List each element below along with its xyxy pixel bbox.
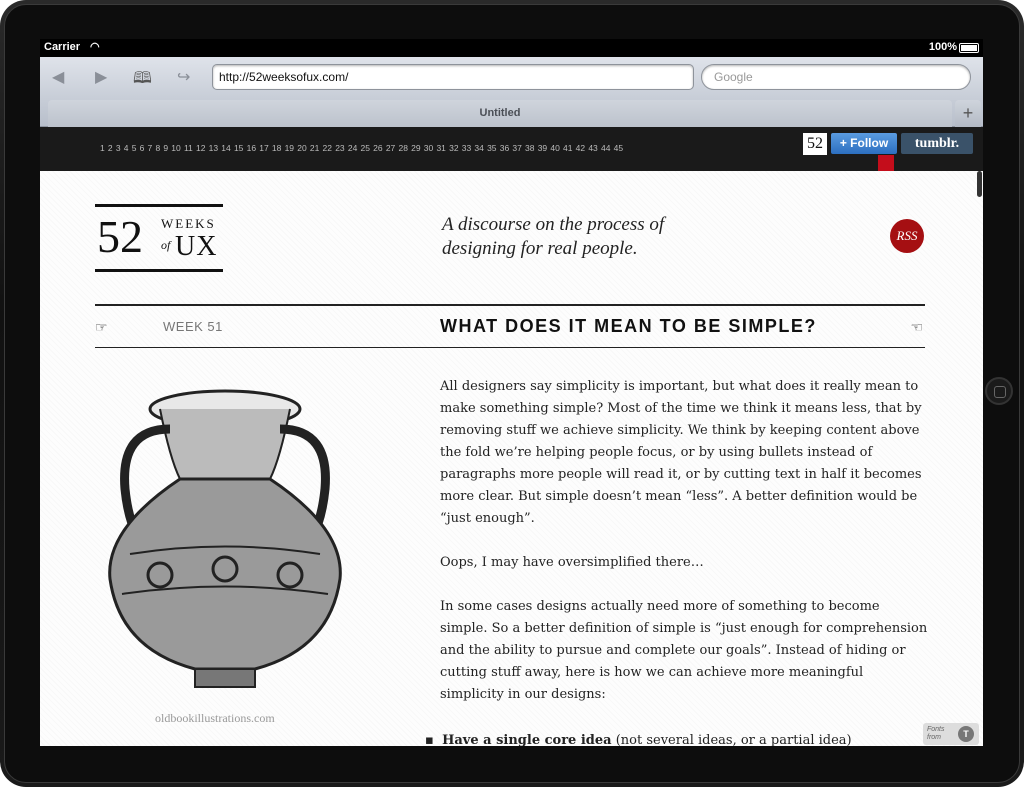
week-link[interactable]: 37 [512, 143, 522, 153]
status-bar [40, 39, 983, 57]
new-tab-button[interactable]: + [955, 100, 981, 127]
week-link[interactable]: 11 [183, 143, 193, 153]
wifi-icon: ◠ [90, 41, 100, 53]
site-logo[interactable] [95, 204, 223, 272]
battery-icon [959, 43, 979, 53]
week-link[interactable]: 41 [563, 143, 573, 153]
site-mini-logo[interactable]: 52 [803, 133, 827, 155]
week-link[interactable]: 26 [373, 143, 383, 153]
forward-icon[interactable]: ▶ [95, 69, 108, 86]
back-icon[interactable]: ◀ [52, 69, 65, 86]
post-title[interactable]: WHAT DOES IT MEAN TO BE SIMPLE? [440, 316, 817, 336]
paragraph: Oops, I may have oversimplified there… [440, 555, 704, 570]
post-body [440, 376, 930, 728]
week-link[interactable]: 3 [115, 143, 121, 153]
red-marker [878, 155, 894, 171]
url-input[interactable]: http://52weeksofux.com/ [212, 64, 694, 90]
week-link[interactable]: 39 [537, 143, 548, 153]
week-link[interactable]: 8 [155, 143, 161, 153]
week-link[interactable]: 19 [284, 143, 295, 153]
carrier-label: Carrier [44, 41, 81, 53]
week-link[interactable]: 27 [385, 143, 396, 153]
battery-percent: 100% [928, 41, 957, 53]
tagline-line1: A discourse on the process of [442, 214, 665, 235]
bookmarks-icon[interactable]: 🕮 [133, 70, 152, 87]
week-link[interactable]: 35 [487, 143, 497, 153]
logo-weeks: WEEKS [161, 216, 216, 231]
week-link[interactable]: 5 [131, 143, 137, 153]
logo-of: of [161, 238, 171, 252]
image-credit[interactable]: oldbookillustrations.com [155, 711, 275, 725]
week-link[interactable]: 2 [107, 143, 113, 153]
week-link[interactable]: 24 [347, 143, 358, 153]
typekit-icon: T [958, 726, 974, 742]
week-link[interactable]: 42 [575, 143, 586, 153]
week-link[interactable]: 31 [436, 143, 446, 153]
list-item: ▪ Have a single core idea (not several ideas, or a partial idea) [425, 733, 852, 746]
home-button[interactable] [985, 377, 1013, 405]
week-links [100, 143, 626, 153]
week-link[interactable]: 33 [461, 143, 472, 153]
tagline [442, 213, 762, 261]
week-link[interactable]: 45 [613, 143, 624, 153]
week-link[interactable]: 38 [525, 143, 535, 153]
logo-ux: UX [175, 231, 218, 262]
week-link[interactable]: 6 [139, 143, 145, 153]
vase-illustration [100, 379, 350, 695]
tab-untitled[interactable]: Untitled [48, 100, 952, 127]
browser-toolbar [40, 57, 983, 127]
bullet-bold: Have a single core idea [442, 733, 612, 746]
week-link[interactable]: 21 [309, 143, 320, 153]
week-link[interactable]: 18 [271, 143, 282, 153]
week-link[interactable]: 15 [233, 143, 244, 153]
fonts-badge[interactable] [923, 723, 979, 745]
week-link[interactable]: 25 [360, 143, 370, 153]
week-link[interactable]: 43 [588, 143, 598, 153]
week-link[interactable]: 29 [411, 143, 421, 153]
tagline-line2: designing for real people. [442, 238, 638, 259]
week-link[interactable]: 20 [297, 143, 307, 153]
week-link[interactable]: 28 [398, 143, 408, 153]
week-link[interactable]: 9 [163, 143, 169, 153]
pointing-hand-left-icon[interactable]: ☜ [910, 319, 923, 335]
week-link[interactable]: 40 [550, 143, 560, 153]
tab-strip [40, 97, 983, 127]
screen [40, 39, 983, 746]
bullet-rest: (not several ideas, or a partial idea) [611, 733, 852, 746]
follow-button[interactable]: + Follow [831, 133, 897, 154]
fonts-badge-line2: from [927, 734, 941, 741]
week-link[interactable]: 32 [449, 143, 459, 153]
fonts-badge-line1: Fonts [927, 726, 945, 733]
rss-button[interactable]: RSS [890, 219, 924, 253]
tumblr-button[interactable]: tumblr. [901, 133, 973, 154]
week-link[interactable]: 36 [499, 143, 510, 153]
logo-number: 52 [97, 211, 143, 262]
paragraph: In some cases designs actually need more of something to become simple. So a better definition of simple is “just enough for comprehension and the ability to pursue and complete our goals”. Instead of hiding or cutting stuff away, here is how we can achieve more meaningful simplicity in our designs: [440, 599, 928, 702]
week-link[interactable]: 4 [123, 143, 129, 153]
search-input[interactable]: Google [701, 64, 971, 90]
week-link[interactable]: 30 [423, 143, 434, 153]
share-icon[interactable]: ↪ [177, 69, 191, 86]
scrollbar[interactable] [977, 171, 982, 197]
week-link[interactable]: 17 [259, 143, 269, 153]
week-link[interactable]: 13 [208, 143, 219, 153]
week-link[interactable]: 23 [335, 143, 345, 153]
week-link[interactable]: 7 [147, 143, 153, 153]
week-link[interactable]: 12 [195, 143, 206, 153]
page-content [40, 171, 983, 746]
paragraph: All designers say simplicity is important, but what does it really mean to make something simple? Most of the time we think it means less, that by removing stuff we achieve simplicity. We think by keeping content above the fold we’re helping people focus, or by using bullets instead of paragraphs more people will read it, or by cutting text in half it becomes more clear. But simple doesn’t mean “less”. A better definition would be “just enough”. [440, 379, 922, 526]
week-label: WEEK 51 [163, 319, 223, 334]
post-header [95, 304, 925, 348]
week-link[interactable]: 14 [221, 143, 231, 153]
week-link[interactable]: 1 [100, 143, 105, 153]
week-link[interactable]: 22 [322, 143, 332, 153]
week-link[interactable]: 34 [474, 143, 484, 153]
pointing-hand-right-icon[interactable]: ☞ [95, 319, 108, 335]
week-link[interactable]: 10 [171, 143, 181, 153]
week-link[interactable]: 44 [600, 143, 611, 153]
week-link[interactable]: 16 [246, 143, 257, 153]
week-navigation [40, 127, 983, 171]
